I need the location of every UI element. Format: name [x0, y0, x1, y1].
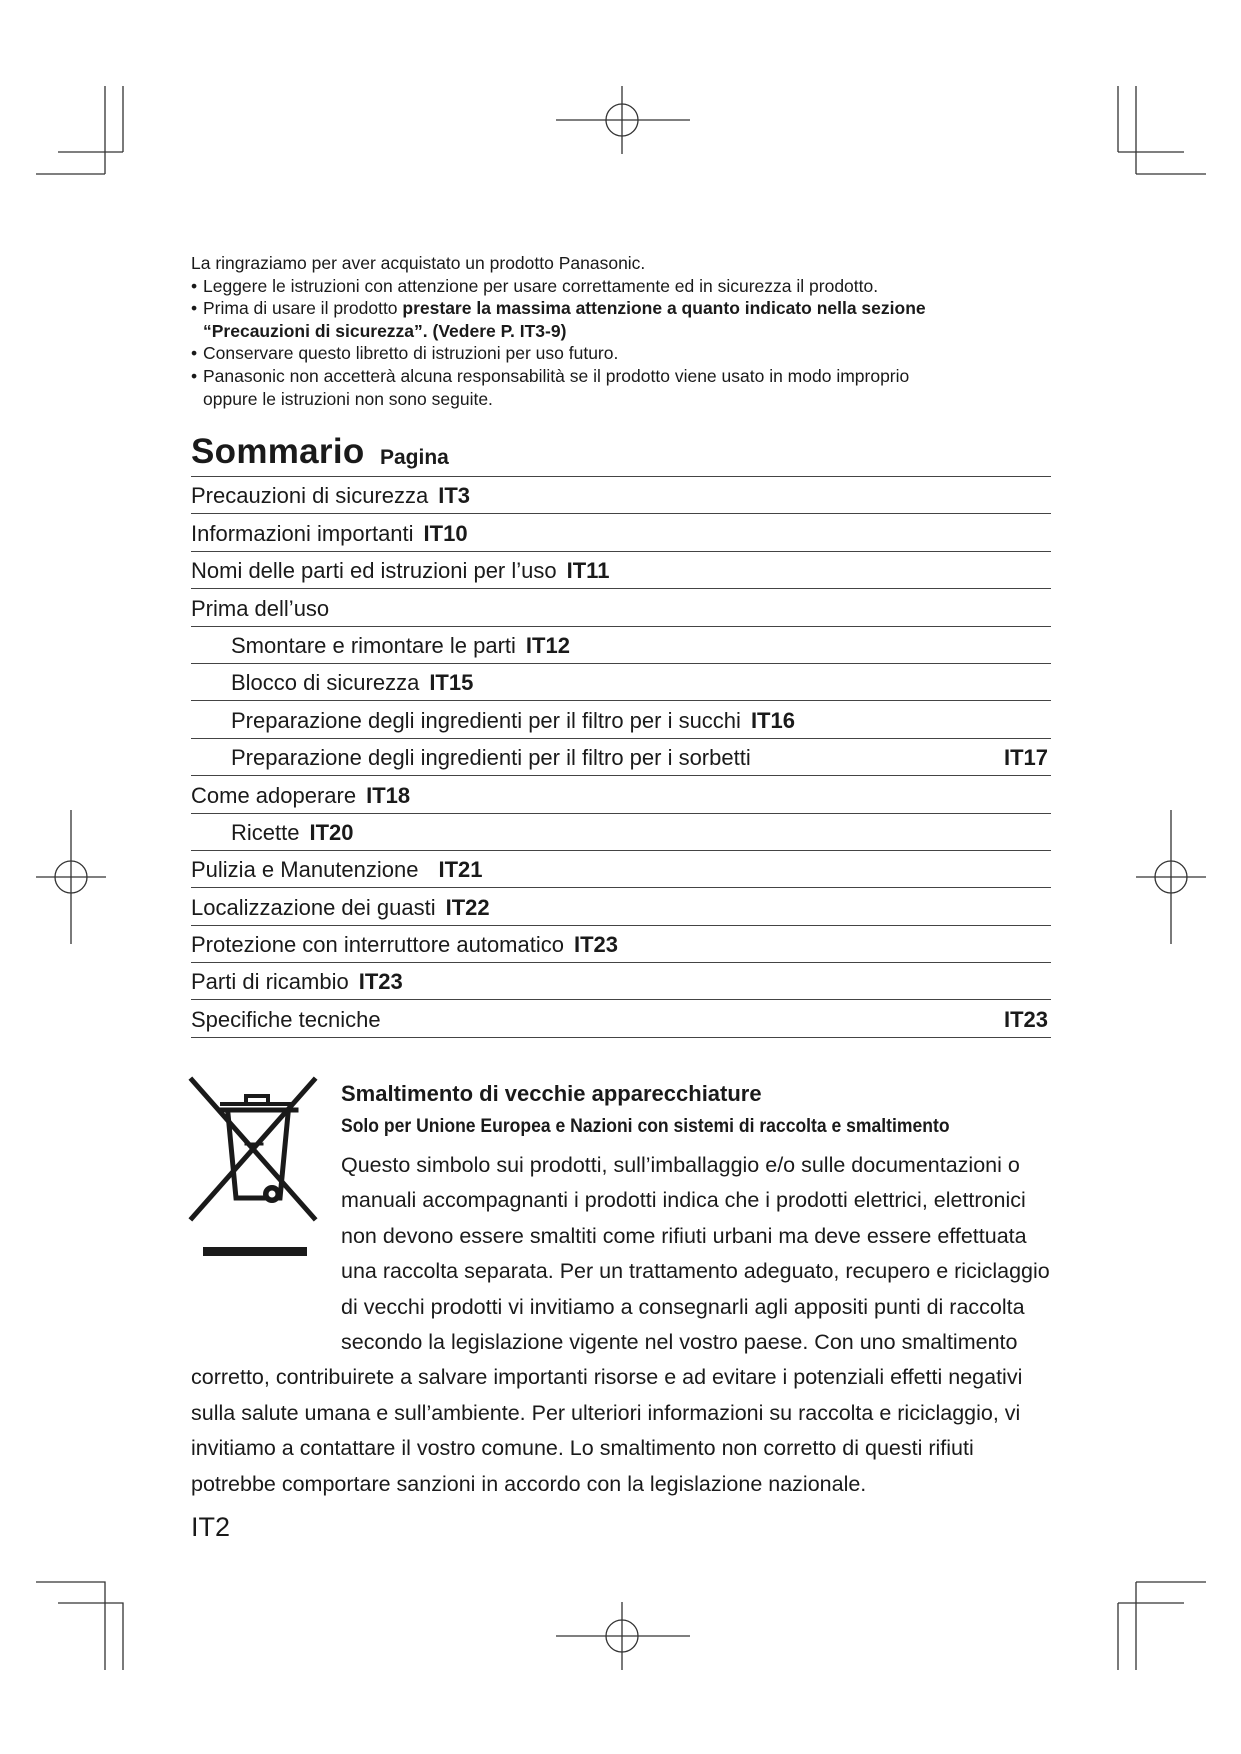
toc-row-page: IT3 — [438, 483, 471, 509]
toc-row — [191, 552, 1051, 589]
toc-header — [191, 428, 1051, 477]
toc-row-label: Protezione con interruttore automatico — [191, 932, 564, 958]
intro-bullet-continuation: “Precauzioni di sicurezza”. (Vedere P. IT3-9) — [203, 320, 567, 341]
intro-bullet: • Conservare questo libretto di istruzioni per uso futuro. — [191, 342, 1061, 365]
toc-row-label: Specifiche tecniche — [191, 1006, 381, 1032]
toc-row-label: Come adoperare — [191, 782, 357, 808]
toc-row-label: Nomi delle parti ed istruzioni per l’uso — [191, 558, 557, 584]
table-of-contents — [191, 428, 1051, 1038]
toc-row-page: IT22 — [445, 894, 490, 920]
toc-row — [191, 664, 1051, 701]
crop-mark-bottom-right — [1118, 1582, 1206, 1670]
toc-row-page: IT11 — [566, 558, 610, 584]
intro-section — [191, 252, 1061, 410]
toc-row-label: Blocco di sicurezza — [231, 670, 420, 696]
toc-row-label: Pulizia e Manutenzione — [191, 857, 419, 883]
toc-row-label: Ricette — [231, 819, 300, 845]
toc-row-label: Preparazione degli ingredienti per il filtro per i sorbetti — [231, 745, 751, 771]
intro-bullet: • Leggere le istruzioni con attenzione per usare correttamente ed in sicurezza il prodotto. — [191, 275, 1061, 298]
toc-page-column-label: Pagina — [380, 446, 449, 469]
crop-mark-bottom-left — [36, 1582, 123, 1670]
toc-row-label: Localizzazione dei guasti — [191, 894, 436, 920]
toc-row-page: IT23 — [573, 932, 619, 958]
toc-row-page: IT23 — [1003, 1006, 1048, 1032]
toc-row-label: Precauzioni di sicurezza — [191, 483, 429, 509]
disposal-title: Smaltimento di vecchie apparecchiature — [341, 1081, 762, 1106]
toc-row-page: IT23 — [358, 969, 403, 995]
toc-row — [191, 701, 1051, 738]
toc-row-page: IT16 — [750, 707, 795, 733]
toc-row — [191, 851, 1051, 888]
toc-row — [191, 627, 1051, 664]
registration-mark-right — [1136, 810, 1206, 944]
crop-mark-top-left — [36, 86, 123, 174]
toc-row — [191, 814, 1051, 851]
disposal-subtitle: Solo per Unione Europea e Nazioni con sistemi di raccolta e smaltimento — [341, 1115, 950, 1137]
toc-row — [191, 926, 1051, 963]
toc-row-label: Preparazione degli ingredienti per il filtro per i succhi — [231, 707, 741, 733]
toc-row-page: IT21 — [438, 857, 483, 883]
disposal-paragraph: Questo simbolo sui prodotti, sull’imballaggio e/o sulle documentazioni o manuali accompagnanti i prodotti indica che i prodotti elettrici, elettronici non devono essere smaltiti come rifiuti urbani ma deve essere effettuata una raccolta separata. Per un trattamento adeguato, recupero e riciclaggio di vecchi prodotti vi invitiamo a consegnarli agli appositi punti di raccolta secondo la legislazione vigente nel vostro paese. Con uno smaltimento corretto, contribuirete a salvare importanti risorse e ad evitare i potenziali effetti negativi sulla salute umana e sull’ambiente. Per ulteriori informazioni su raccolta e riciclaggio, vi invitiamo a contattare il vostro comune. Lo smaltimento non corretto di questi rifiuti potrebbe comportare sanzioni in accordo con la legislazione nazionale. — [191, 1153, 1050, 1496]
registration-mark-left — [36, 810, 106, 944]
toc-row — [191, 477, 1051, 514]
toc-title: Sommario — [191, 432, 365, 471]
toc-row-label: Informazioni importanti — [191, 520, 414, 546]
toc-row — [191, 888, 1051, 925]
intro-bullet: • Panasonic non accetterà alcuna responsabilità se il prodotto viene usato in modo improprio — [191, 365, 1061, 388]
toc-row-page: IT20 — [309, 819, 354, 845]
toc-row — [191, 776, 1051, 813]
disposal-body — [191, 1148, 1057, 1502]
intro-thanks: La ringraziamo per aver acquistato un prodotto Panasonic. — [191, 253, 646, 273]
toc-row-page: IT10 — [423, 520, 468, 546]
toc-row — [191, 514, 1051, 551]
page-number: IT2 — [191, 1512, 231, 1542]
registration-mark-top — [556, 86, 690, 154]
crop-mark-top-right — [1118, 86, 1206, 174]
toc-row-page: IT12 — [525, 632, 570, 658]
toc-row-label: Parti di ricambio — [191, 969, 349, 995]
toc-row-page: IT15 — [429, 670, 474, 696]
toc-row — [191, 589, 1051, 626]
intro-bullet-continuation: oppure le istruzioni non sono seguite. — [203, 388, 493, 409]
toc-row — [191, 739, 1051, 776]
toc-row-label: Smontare e rimontare le parti — [231, 632, 516, 658]
registration-mark-bottom — [556, 1602, 690, 1670]
toc-row — [191, 963, 1051, 1000]
intro-bullet: • Prima di usare il prodotto prestare la massima attenzione a quanto indicato nella sezione — [191, 297, 1061, 320]
toc-row-label: Prima dell’uso — [191, 595, 330, 621]
toc-row-page: IT18 — [366, 782, 411, 808]
toc-row — [191, 1000, 1051, 1037]
toc-row-page: IT17 — [1003, 745, 1048, 771]
